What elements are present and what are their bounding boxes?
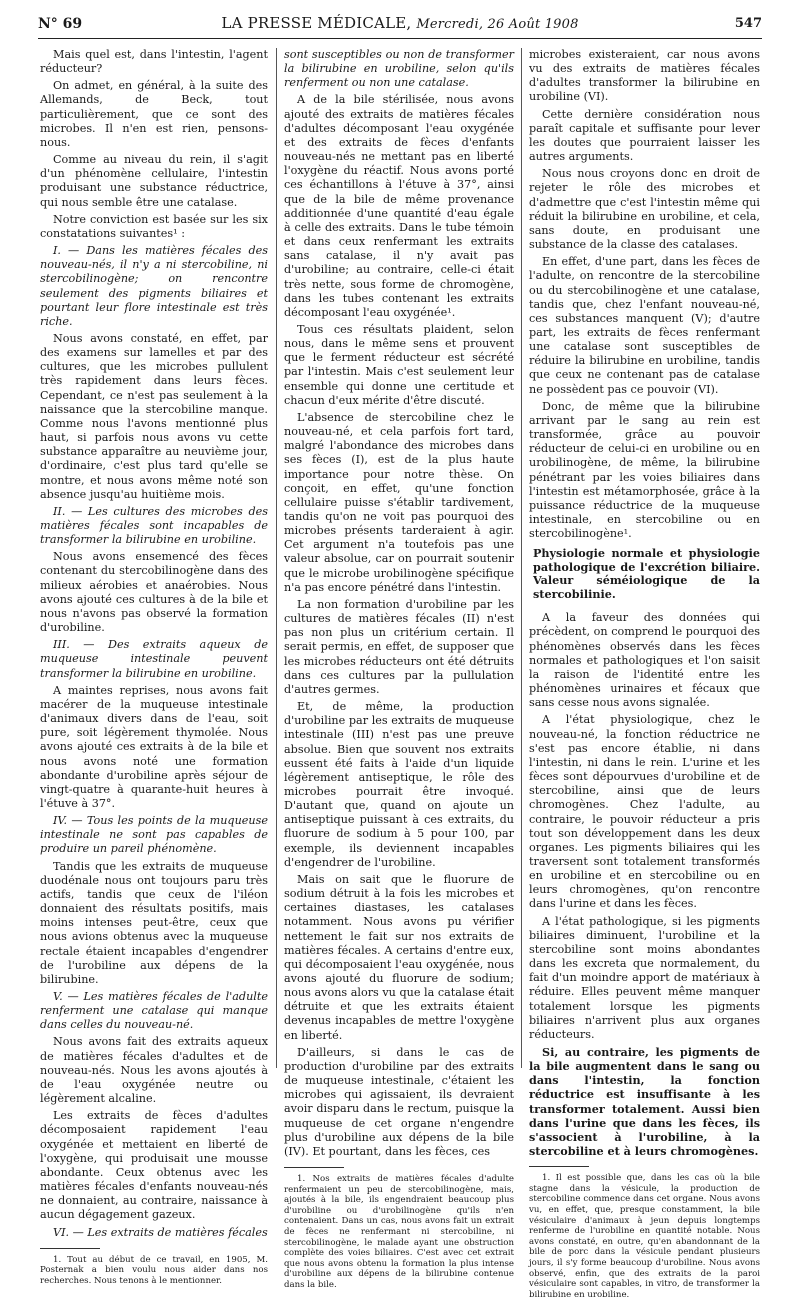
paragraph: Nous avons ensemencé des fèces contenant du stercobilinogène dans des milieux aérobies et anaérobies. Nous avons ajouté ces cultures à de la bile et nous n'avons pas observé la formation d'urobiline. <box>40 550 268 635</box>
column-3 <box>529 48 760 1303</box>
journal-masthead <box>38 14 762 32</box>
paragraph: La non formation d'urobiline par les cultures de matières fécales (II) n'est pas non plus un critérium certain. Il serait permis, en effet, de supposer que les microbes réducteurs ont été détruits dans ces cultures par la pullulation d'autres germes. <box>284 597 514 696</box>
footnote: 1. Tout au début de ce travail, en 1905, M. Posternak a bien voulu nous aider dans nos recherches. Nous tenons à le mentionner. <box>40 1254 268 1286</box>
column-1 <box>40 48 268 1289</box>
paragraph: microbes existeraient, car nous avons vu des extraits de matières fécales d'adultes transformer la bilirubine en urobiline (VI). <box>529 48 760 104</box>
finding-heading: III. — Des extraits aqueux de muqueuse intestinale peuvent transformer la bilirubine en urobiline. <box>40 638 268 680</box>
paragraph: A l'état pathologique, si les pigments biliaires diminuent, l'urobiline et la stercobiline sont moins abondantes dans les excreta que normalement, du fait d'un moindre apport de matériaux à réduire. Elles peuvent même manquer totalement lorsque les pigments biliaires n'arrivent plus aux organes réducteurs. <box>529 914 760 1041</box>
paragraph: Nous avons fait des extraits aqueux de matières fécales d'adultes et de nouveau-nés. Nous les avons ajoutés à de l'eau oxygénée neutre ou légèrement alcaline. <box>40 1035 268 1106</box>
paragraph: Et, de même, la production d'urobiline par les extraits de muqueuse intestinale (III) n'est pas une preuve absolue. Bien que souvent nos extraits eussent été faits à l'aide d'un liquide légèrement antiseptique, le rôle des microbes pourrait être invoqué. D'autant que, quand on ajoute un antiseptique puissant à ces extraits, du fluorure de sodium à 5 pour 100, par exemple, ils deviennent incapables d'engendrer de l'urobiline. <box>284 700 514 869</box>
paragraph: A maintes reprises, nous avons fait macérer de la muqueuse intestinale d'animaux divers dans de l'eau, soit pure, soit légèrement thymolée. Nous avons ajouté ces extraits à de la bile et nous avons noté une formation abondante d'urobiline après séjour de vingt-quatre à quarante-huit heures à l'étuve à 37°. <box>40 683 268 810</box>
paragraph: En effet, d'une part, dans les fèces de l'adulte, on rencontre de la stercobiline ou du stercobilinogène et une catalase, tandis que, chez l'enfant nouveau-né, ces substances manquent (V); d'autre part, les extraits de fèces renfermant une catalase sont susceptibles de réduire la bilirubine en urobiline, tandis que ceux ne contenant pas de catalase ne possèdent pas ce pouvoir (VI). <box>529 255 760 396</box>
paragraph: D'ailleurs, si dans le cas de production d'urobiline par des extraits de muqueuse intestinale, c'étaient les microbes qui agissaient, ils devraient avoir disparu dans le rectum, puisque la muqueuse de cet organe n'engendre plus d'urobiline aux dépens de la bile (IV). Et pourtant, dans les fèces, ces <box>284 1045 514 1158</box>
paragraph: A l'état physiologique, chez le nouveau-né, la fonction réductrice ne s'est pas encore établie, ni dans l'intestin, ni dans le rein. L'urine et les fèces sont dépourvues d'urobiline et de stercobiline, ainsi que de leurs chromogènes. Chez l'adulte, au contraire, le pouvoir réducteur a pris tout son développement dans les deux organes. Les pigments biliaires qui les traversent sont totalement transformés en urobiline et en stercobiline ou en leurs chromogènes, qu'on rencontre dans l'urine et dans les fèces. <box>529 713 760 911</box>
paragraph: Les extraits de fèces d'adultes décomposaient rapidement l'eau oxygénée et mettaient en liberté de l'oxygène, qui produisait une mousse abondante. Ceux obtenus avec les matières fécales d'enfants nouveau-nés ne donnaient, au contraire, naissance à aucun dégagement gazeux. <box>40 1109 268 1222</box>
footnote: 1. Il est possible que, dans les cas où la bile stagne dans la vésicule, la production de stercobiline commence dans cet organe. Nous avons vu, en effet, que, presque constamment, la bile vésiculaire d'animaux à jeun depuis longtemps renferme de l'urobiline en quantité notable. Nous avons constaté, en outre, qu'en abandonnant de la bile de porc dans la vésicule pendant plusieurs jours, il s'y forme beaucoup d'urobiline. Nous avons observé, enfin, que des extraits de la paroi vésiculaire sont capables, in vitro, de transformer la bilirubine en urobiline. <box>529 1173 760 1300</box>
paragraph: L'absence de stercobiline chez le nouveau-né, et cela parfois fort tard, malgré l'abondance des microbes dans ses fèces (I), est de la plus haute importance pour notre thèse. On conçoit, en effet, qu'une fonction cellulaire puisse s'établir tardivement, tandis qu'on ne voit pas pourquoi des microbes présents tarderaient à agir. Cet argument n'a toutefois pas une valeur absolue, car on pourrait soutenir que le microbe urobilinogène spécifique n'a pas encore pénétré dans l'intestin. <box>284 410 514 594</box>
footnote-rule <box>40 1248 100 1249</box>
paragraph: A la faveur des données qui précèdent, on comprend le pourquoi des phénomènes observés dans les fèces normales et pathologiques et l'on saisit la raison de l'identité entre les phénomènes urinaires et fécaux que sans cesse nous avons signalée. <box>529 611 760 710</box>
paragraph: Mais quel est, dans l'intestin, l'agent réducteur? <box>40 48 268 76</box>
paragraph: sont susceptibles ou non de transformer la bilirubine en urobiline, selon qu'ils renferment ou non une catalase. <box>284 48 514 90</box>
page-number: 547 <box>734 16 762 31</box>
column-rule-2 <box>521 48 522 1068</box>
finding-heading: VI. — Les extraits de matières fécales <box>53 1225 268 1239</box>
paragraph: Notre conviction est basée sur les six constatations suivantes¹ : <box>40 212 268 240</box>
paragraph: Mais on sait que le fluorure de sodium détruit à la fois les microbes et certaines diastases, les catalases notamment. Nous avons pu vérifier nettement le fait sur nos extraits de matières fécales. A certains d'entre eux, qui décomposaient l'eau oxygénée, nous avons ajouté du fluorure de sodium; nous avons alors vu que la catalase était détruite et que les extraits étaient devenus incapables de mettre l'oxygène en liberté. <box>284 872 514 1042</box>
paragraph: Nous avons constaté, en effet, par des examens sur lamelles et par des cultures, que les microbes pullulent très rapidement dans leurs fèces. Cependant, ce n'est pas seulement à la naissance que la stercobiline manque. Comme nous l'avons mentionné plus haut, si parfois nous avons vu cette substance apparaître au neuvième jour, d'ordinaire, c'est plus tard qu'elle se montre, et nous avons même noté son absence jusqu'au huitième mois. <box>40 331 268 501</box>
paragraph: Tandis que les extraits de muqueuse duodénale nous ont toujours paru très actifs, tandis que ceux de l'iléon donnaient des résultats positifs, mais moins intenses peut-être, ceux que nous avions obtenus avec la muqueuse rectale étaient incapables d'engendrer de l'urobiline aux dépens de la bilirubine. <box>40 859 268 986</box>
journal-title: LA PRESSE MÉDICALE, <box>221 14 412 32</box>
paragraph: Tous ces résultats plaident, selon nous, dans le même sens et prouvent que le ferment réducteur est sécrété par l'intestin. Mais c'est seulement leur ensemble qui donne une certitude et chacun d'eux mérite d'être discuté. <box>284 322 514 407</box>
finding-heading: I. — Dans les matières fécales des nouveau-nés, il n'y a ni stercobiline, ni stercobilinogène; on rencontre seulement des pigments biliaires et pourtant leur flore intestinale est très riche. <box>40 244 268 328</box>
section-heading: Physiologie normale et physiologie pathologique de l'excrétion biliaire. Valeur séméiologique de la stercobilinie. <box>533 546 760 601</box>
paragraph: Cette dernière considération nous paraît capitale et suffisante pour lever les doutes que pourraient laisser les autres arguments. <box>529 107 760 164</box>
finding-heading: II. — Les cultures des microbes des matières fécales sont incapables de transformer la bilirubine en urobiline. <box>40 504 268 547</box>
footnote-rule <box>529 1166 589 1167</box>
footnote-rule <box>284 1167 344 1168</box>
issue-number: N° 69 <box>38 16 83 32</box>
paragraph: A de la bile stérilisée, nous avons ajouté des extraits de matières fécales d'adultes décomposant l'eau oxygénée et des extraits de fèces d'enfants nouveau-nés ne mettant pas en liberté l'oxygène du réactif. Nous avons porté ces échantillons à l'étuve à 37°, ainsi que de la bile de même provenance additionnée d'une quantité d'eau égale à celle des extraits. Dans le tube témoin et dans ceux renfermant les extraits sans catalase, il n'y avait pas d'urobiline; au contraire, celle-ci était très nette, sous forme de chromogène, dans les tubes contenant les extraits décomposant l'eau oxygénée¹. <box>284 93 514 319</box>
finding-heading: V. — Les matières fécales de l'adulte renferment une catalase qui manque dans celles du nouveau-né. <box>40 990 268 1032</box>
column-2 <box>284 48 514 1294</box>
column-rule-1 <box>276 48 277 1068</box>
paragraph: On admet, en général, à la suite des Allemands, de Beck, tout particulièrement, que ce sont des microbes. Il n'en est rien, pensons-nous. <box>40 79 268 149</box>
paragraph: Comme au niveau du rein, il s'agit d'un phénomène cellulaire, l'intestin produisant une substance réductrice, qui nous semble être une catalase. <box>40 153 268 209</box>
page-header <box>38 14 762 39</box>
paragraph: Donc, de même que la bilirubine arrivant par le sang au rein est transformée, grâce au pouvoir réducteur de celui-ci en urobiline ou en urobilinogène, de même, la bilirubine pénétrant par les voies biliaires dans l'intestin est métamorphosée, grâce à la puissance réductrice de la muqueuse intestinale, en stercobiline ou en stercobilinogène¹. <box>529 399 760 541</box>
paragraph: Si, au contraire, les pigments de la bile augmentent dans le sang ou dans l'intestin, la fonction réductrice est insuffisante à les transformer totalement. Aussi bien dans l'urine que dans les fèces, ils s'associent à l'urobiline, à la stercobiline et à leurs chromogènes. <box>529 1045 760 1159</box>
finding-heading: IV. — Tous les points de la muqueuse intestinale ne sont pas capables de produire un pareil phénomène. <box>40 814 268 856</box>
issue-date: Mercredi, 26 Août 1908 <box>416 17 579 32</box>
footnote: 1. Nos extraits de matières fécales d'adulte renfermaient un peu de stercobilinogène, mais, ajoutés à la bile, ils engendraient beaucoup plus d'urobiline ou d'urobilinogène qu'ils n'en contenaient. Dans un cas, nous avons fait un extrait de fèces ne renfermant ni stercobiline, ni stercobilinogène, le malade ayant une obstruction complète des voies biliaires. C'est avec cet extrait que nous avons obtenu la formation la plus intense d'urobiline aux dépens de la bilirubine contenue dans la bile. <box>284 1174 514 1290</box>
paragraph: Nous nous croyons donc en droit de rejeter le rôle des microbes et d'admettre que c'est l'intestin même qui réduit la bilirubine en urobiline, et cela, sans doute, en produisant une substance de la classe des catalases. <box>529 167 760 252</box>
